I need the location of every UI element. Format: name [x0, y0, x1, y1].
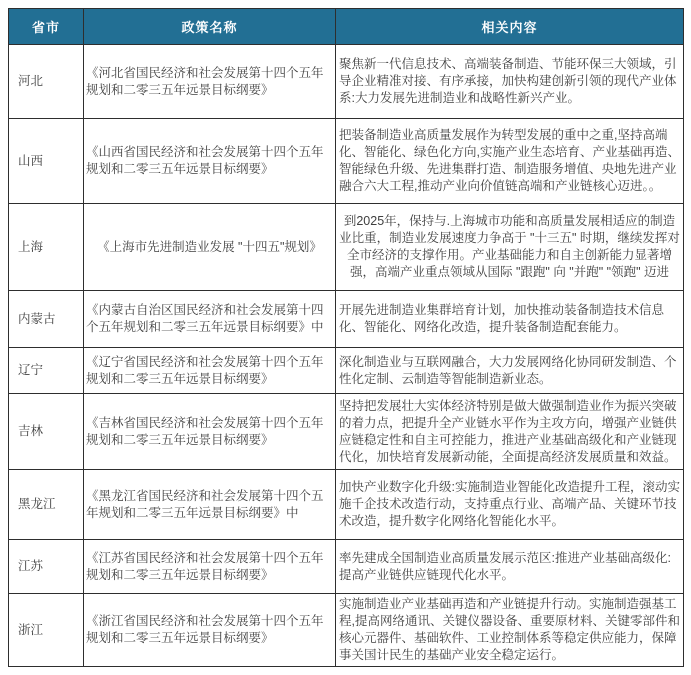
policy-cell: 《黑龙江省国民经济和社会发展第十四个五年规划和二零三五年远景目标纲要》中	[84, 470, 336, 540]
content-cell: 深化制造业与互联网融合，大力发展网络化协同研发制造、个性化定制、云制造等智能制造新业态。	[336, 348, 684, 394]
header-related-content: 相关内容	[336, 9, 684, 45]
policy-cell: 《内蒙古自治区国民经济和社会发展第十四个五年规划和二零三五年远景目标纲要》中	[84, 291, 336, 348]
table-row-zhejiang	[9, 594, 684, 667]
content-cell: 率先建成全国制造业高质量发展示范区:推进产业基础高级化:提高产业链供应链现代化水平。	[336, 540, 684, 594]
table-row-jilin	[9, 394, 684, 470]
policy-cell: 《河北省国民经济和社会发展第十四个五年规划和二零三五年远景目标纲要》	[84, 45, 336, 119]
content-cell: 到2025年，保持与.上海城市功能和高质量发展相适应的制造业比重，制造业发展速度力争高于 "十三五" 时期，继续发挥对全市经济的支撑作用。产业基础能力和自主创新能力显著增强，高端产业重点领域从国际 "跟跑" 向 "并跑" "领跑" 迈进	[336, 204, 684, 291]
province-cell: 江苏	[9, 540, 84, 594]
policy-cell: 《浙江省国民经济和社会发展第十四个五年规划和二零三五年远景目标纲要》	[84, 594, 336, 667]
policy-cell: 《江苏省国民经济和社会发展第十四个五年规划和二零三五年远景目标纲要》	[84, 540, 336, 594]
province-cell: 上海	[9, 204, 84, 291]
content-cell: 加快产业数字化升级:实施制造业智能化改造提升工程，滚动实施千企技术改造行动，支持重点行业、高端产品、关键环节技术改造，提升数字化网络化智能化水平。	[336, 470, 684, 540]
table-row-heilongjiang	[9, 470, 684, 540]
province-cell: 黑龙江	[9, 470, 84, 540]
table-row-neimenggu	[9, 291, 684, 348]
policy-cell: 《上海市先进制造业发展 "十四五"规划》	[84, 204, 336, 291]
policy-cell: 《辽宁省国民经济和社会发展第十四个五年规划和二零三五年远景目标纲要》	[84, 348, 336, 394]
province-cell: 吉林	[9, 394, 84, 470]
policy-cell: 《吉林省国民经济和社会发展第十四个五年规划和二零三五年远景目标纲要》	[84, 394, 336, 470]
table-row-shanxi	[9, 119, 684, 204]
header-policy-name: 政策名称	[84, 9, 336, 45]
province-cell: 辽宁	[9, 348, 84, 394]
content-cell: 坚持把发展壮大实体经济特别是做大做强制造业作为振兴突破的着力点，把提升全产业链水平作为主攻方向，增强产业链供应链稳定性和自主可控能力，推进产业基础高级化和产业链现代化，加快培育发展新动能，全面提高经济发展质量和效益。	[336, 394, 684, 470]
content-cell: 实施制造业产业基础再造和产业链提升行动。实施制造强基工程,提高网络通讯、关键仪器设备、重要原材料、关键零部件和核心元器件、基础软件、工业控制体系等稳定供应能力，保障事关国计民生的基础产业安全稳定运行。	[336, 594, 684, 667]
table-row-shanghai	[9, 204, 684, 291]
province-cell: 内蒙古	[9, 291, 84, 348]
table-row-hebei	[9, 45, 684, 119]
header-row	[9, 9, 684, 45]
table-row-liaoning	[9, 348, 684, 394]
content-cell: 把装备制造业高质量发展作为转型发展的重中之重,坚持高端化、智能化、绿色化方向,实施产业生态培育、产业基础再造、智能绿色升级、先进集群打造、制造服务增值、央地先进产业融合六大工程,推动产业向价值链高端和产业链核心迈进。。	[336, 119, 684, 204]
header-province: 省市	[9, 9, 84, 45]
content-cell: 开展先进制造业集群培育计划，加快推动装备制造技术信息化、智能化、网络化改造，提升装备制造配套能力。	[336, 291, 684, 348]
province-cell: 河北	[9, 45, 84, 119]
content-cell: 聚焦新一代信息技术、高端装备制造、节能环保三大领域，引导企业精准对接、有序承接，加快构建创新引领的现代产业体系:大力发展先进制造业和战略性新兴产业。	[336, 45, 684, 119]
policy-table	[8, 8, 684, 667]
province-cell: 山西	[9, 119, 84, 204]
policy-cell: 《山西省国民经济和社会发展第十四个五年规划和二零三五年远景目标纲要》	[84, 119, 336, 204]
province-cell: 浙江	[9, 594, 84, 667]
table-row-jiangsu	[9, 540, 684, 594]
